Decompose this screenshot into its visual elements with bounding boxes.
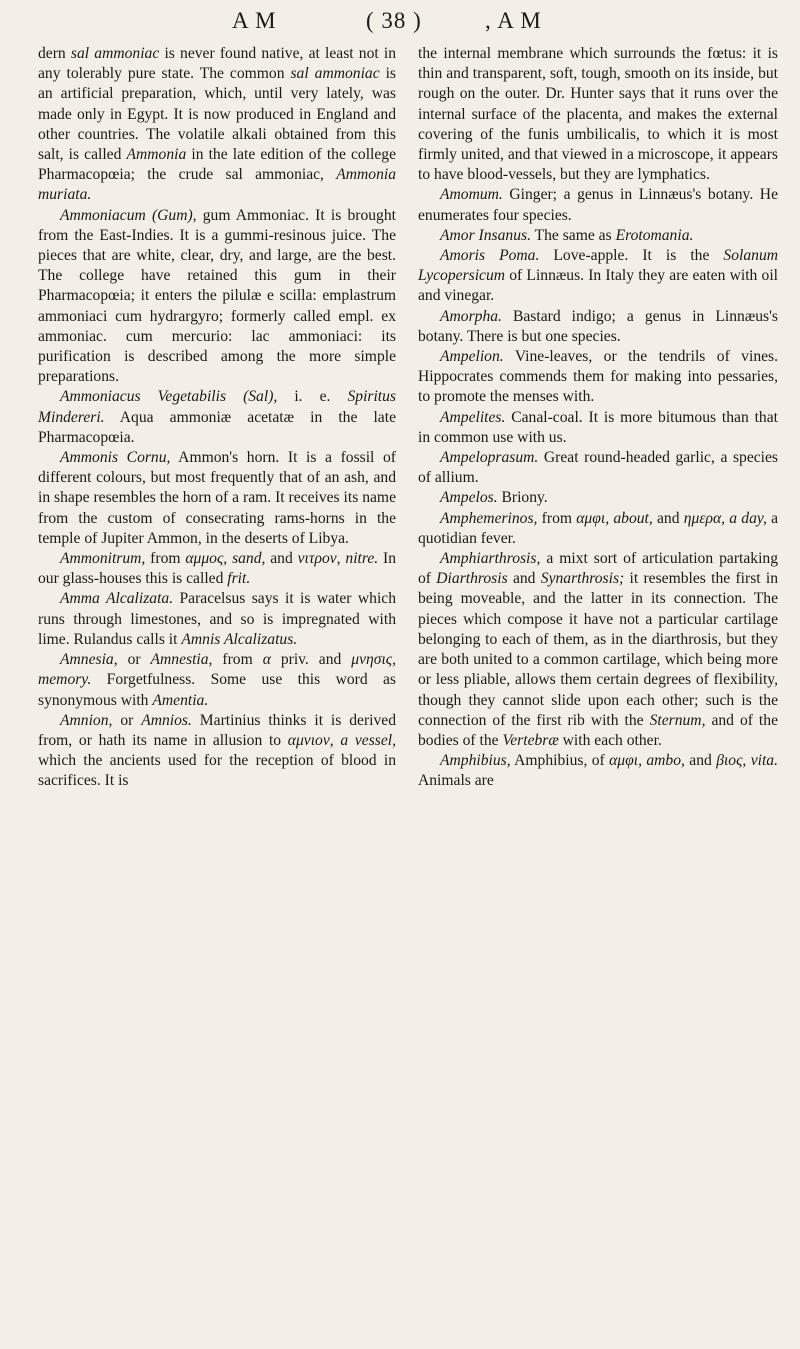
italic-text: Ammonia: [126, 146, 187, 164]
dictionary-entry: [418, 307, 778, 347]
body-text: or: [117, 651, 151, 669]
italic-text: Amorpha.: [440, 307, 502, 325]
italic-text: Ammoniacus Vegetabilis (Sal),: [60, 388, 278, 406]
body-text: dern: [38, 45, 71, 62]
italic-text: Ammonia muriata.: [38, 166, 396, 204]
body-text: priv. and: [270, 651, 352, 669]
body-text: Martinius thinks it is derived from, or hath its name in allusion to: [38, 711, 396, 749]
italic-text: nitre.: [345, 550, 379, 568]
italic-text: Amnios.: [141, 711, 192, 729]
right-column: [418, 44, 778, 792]
body-text: Briony.: [497, 489, 548, 507]
italic-text: αμφι,: [609, 752, 642, 770]
italic-text: ambo,: [646, 752, 685, 770]
italic-text: Ammoniacum (Gum),: [60, 206, 197, 224]
italic-text: Erotomania.: [615, 226, 694, 244]
dictionary-entry: [418, 488, 778, 508]
italic-text: sal ammoniac: [70, 45, 160, 62]
dictionary-entry: [38, 711, 396, 792]
dictionary-entry: [38, 650, 396, 711]
italic-text: Ampelos.: [440, 489, 498, 507]
body-text: which the ancients used for the reception of blood in sacrifices. It is: [38, 752, 396, 790]
italic-text: Amnion,: [60, 711, 113, 729]
body-text: it resembles the first in being moveable, and the latter in its connection. The pieces which compose it have not a particular cartilage belonging to each of them, as in the diarthrosis, but they are both united to a common cartilage, which being more or less pliable, allows them certain degrees of flexibility, though they cannot slide upon each other; such is the connection of the first rib with the: [418, 570, 779, 729]
header-left-guideword: A M: [232, 8, 277, 33]
italic-text: νιτρον,: [297, 550, 341, 568]
body-text: or: [112, 711, 142, 729]
italic-text: Diarthrosis: [436, 570, 508, 588]
italic-text: αμφι,: [576, 509, 610, 527]
body-text: Love-apple. It is the: [539, 247, 724, 265]
italic-text: Sternum,: [649, 711, 706, 729]
italic-text: Ampelites.: [440, 408, 506, 426]
dictionary-entry: [38, 589, 396, 650]
body-text: Animals are: [418, 772, 494, 790]
entry-continuation: [418, 44, 778, 185]
italic-text: Ammonitrum,: [60, 550, 146, 568]
body-text: Aqua ammoniæ acetatæ in the late Pharmacopœia.: [38, 408, 396, 446]
body-text: gum Ammoniac. It is brought from the East-Indies. It is a gummi-resinous juice. The pieces that are white, clear, dry, and large, are the best. The college have retained this gum in their Pharmacopœia; it enters the pilulæ e scilla: emplastrum ammoniaci cum hydrargyro; formerly called empl. ex ammoniac. cum mercurio: lac ammoniaci: its purification is described among the more simple preparations.: [38, 206, 396, 386]
italic-text: βιος,: [716, 752, 747, 770]
body-text: from: [212, 651, 263, 669]
body-text: The same as: [530, 226, 616, 244]
italic-text: vita.: [750, 752, 779, 770]
dictionary-entry: [38, 387, 396, 448]
italic-text: Amphemerinos,: [440, 509, 538, 527]
body-text: and: [652, 509, 684, 527]
italic-text: about,: [613, 509, 653, 527]
italic-text: Amma Alcalizata.: [60, 590, 174, 608]
italic-text: ημερα,: [683, 509, 726, 527]
italic-text: sal ammoniac: [290, 65, 380, 83]
body-text: Bastard indigo; a genus in Linnæus's botany. There is but one species.: [418, 307, 778, 345]
body-text: is an artificial preparation, which, until very lately, was made only in Egypt. It is now produced in England and other countries. The volatile alkali obtained from this salt, is called: [38, 65, 396, 164]
italic-text: Amentia.: [152, 691, 209, 709]
dictionary-entry: [418, 185, 778, 225]
italic-text: Vertebræ: [502, 731, 559, 749]
dictionary-entry: [418, 246, 778, 307]
header-right-guideword: , A M: [485, 8, 542, 33]
italic-text: Amomum.: [440, 186, 503, 204]
body-text: with each other.: [558, 731, 662, 749]
body-text: and: [265, 550, 298, 568]
italic-text: a vessel,: [340, 731, 397, 749]
body-text: Vine-leaves, or the tendrils of vines. Hippocrates commends them for making into pessaries, to promote the menses with.: [418, 348, 778, 406]
italic-text: memory.: [38, 671, 92, 689]
dictionary-entry: [38, 206, 396, 388]
italic-text: Ampelion.: [440, 348, 504, 366]
body-text: Ginger; a genus in Linnæus's botany. He enumerates four species.: [418, 186, 778, 224]
body-text: from: [145, 550, 186, 568]
dictionary-entry: [418, 408, 778, 448]
entry-continuation: [38, 44, 396, 206]
body-text: is never found native, at least not in any tolerably pure state. The common: [38, 45, 397, 83]
body-text: a quotidian fever.: [418, 509, 779, 547]
italic-text: Ampeloprasum.: [440, 449, 539, 467]
body-text: Amphibius, of: [510, 752, 610, 770]
italic-text: μνησις,: [351, 651, 396, 669]
body-text: Canal-coal. It is more bitumous than that in common use with us.: [418, 408, 778, 446]
italic-text: α: [262, 651, 271, 669]
body-text: a mixt sort of articulation partaking of: [418, 550, 778, 588]
body-text: Great round-headed garlic, a species of allium.: [418, 449, 778, 487]
body-text: from: [537, 509, 577, 527]
dictionary-entry: [418, 226, 778, 246]
italic-text: Amor Insanus.: [440, 226, 531, 244]
italic-text: Amnis Alcalizatus.: [181, 630, 298, 648]
italic-text: αμμος,: [185, 550, 228, 568]
italic-text: αμνιον,: [287, 731, 334, 749]
body-text: in the late edition of the college Pharmacopœia; the crude sal ammoniac,: [38, 146, 397, 184]
italic-text: Amphiarthrosis,: [440, 550, 541, 568]
italic-text: Ammonis Cornu,: [60, 449, 171, 467]
running-header: [0, 8, 800, 38]
italic-text: sand,: [232, 550, 266, 568]
italic-text: Amphibius,: [440, 752, 511, 770]
dictionary-entry: [418, 509, 778, 549]
body-text: Forgetfulness. Some use this word as synonymous with: [38, 671, 396, 709]
body-text: the internal membrane which surrounds the fœtus: it is thin and transparent, soft, tough, smooth on its inside, but rough on the outer. Dr. Hunter says that it runs over the internal surface of the placenta, and makes the external covering of the funis umbilicalis, to which it is most firmly united, and that viewed in a microscope, it appears to have blood-vessels, but they are lymphatics.: [418, 45, 778, 184]
body-text: and: [507, 570, 541, 588]
body-text: Ammon's horn. It is a fossil of different colours, but most frequently that of an ash, and in shape resembles the horn of a ram. It receives its name from the custom of consecrating rams-horns in the temple of Jupiter Ammon, in the deserts of Libya.: [38, 449, 396, 547]
dictionary-entry: [38, 549, 396, 589]
body-text: i. e.: [277, 388, 348, 406]
italic-text: Amnestia,: [150, 651, 213, 669]
dictionary-entry: [418, 751, 778, 791]
body-text: of Linnæus. In Italy they are eaten with oil and vinegar.: [418, 267, 778, 305]
left-column: [38, 44, 396, 792]
body-text: In our glass-houses this is called: [38, 550, 397, 588]
italic-text: Solanum Lycopersicum: [418, 247, 778, 285]
body-text: Paracelsus says it is water which runs through limestones, and so is impregnated with lime. Rulandus calls it: [38, 590, 396, 648]
italic-text: Amnesia,: [60, 651, 118, 669]
dictionary-entry: [418, 347, 778, 408]
dictionary-entry: [418, 549, 778, 751]
body-text: and: [684, 752, 717, 770]
italic-text: Amoris Poma.: [440, 247, 540, 265]
italic-text: frit.: [227, 570, 251, 588]
dictionary-entry: [38, 448, 396, 549]
italic-text: Synarthrosis;: [540, 570, 625, 588]
italic-text: a day,: [729, 509, 767, 527]
italic-text: Spiritus Mindereri.: [38, 388, 396, 426]
dictionary-entry: [418, 448, 778, 488]
body-text: and of the bodies of the: [418, 711, 778, 749]
page-number: ( 38 ): [366, 8, 422, 33]
